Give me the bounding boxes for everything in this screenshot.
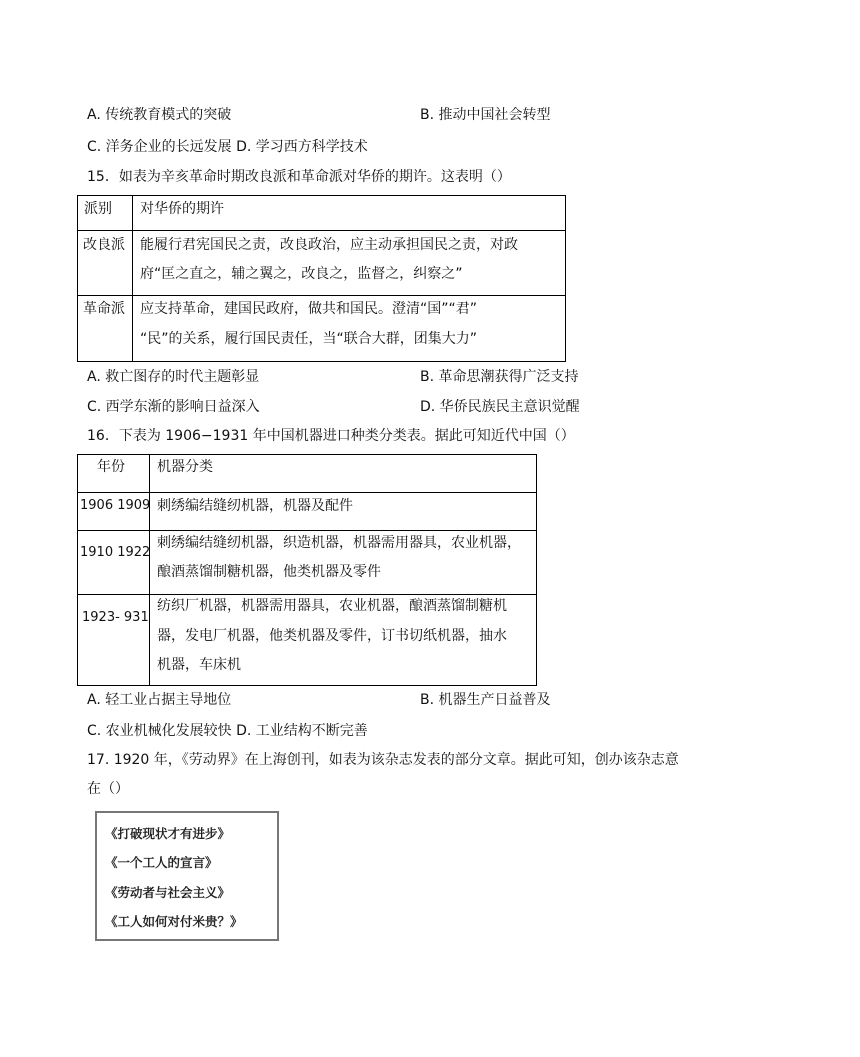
q16-row-text: 酿酒蒸馏制糖机器，他类机器及零件 [157, 564, 381, 580]
q14-option-b[interactable]: B. 推动中国社会转型 [420, 107, 551, 123]
q15-row-text: 府“匡之直之，辅之翼之，改良之，监督之，纠察之” [140, 266, 463, 282]
q16-row-text: 刺绣编结缝纫机器，机器及配件 [157, 498, 353, 514]
q16-row-text: 刺绣编结缝纫机器，织造机器，机器需用器具，农业机器， [157, 535, 521, 551]
q16-row-year: 1906 1909 [80, 498, 151, 513]
q15-row-group: 革命派 [83, 301, 125, 317]
q15-option-c[interactable]: C. 西学东渐的影响日益深入 [87, 399, 260, 415]
q15-option-b[interactable]: B. 革命思潮获得广泛支持 [420, 369, 579, 385]
q16-stem: 16．下表为 1906−1931 年中国机器进口种类分类表。据此可知近代中国（） [87, 428, 575, 444]
q17-article: 《劳动者与社会主义》 [105, 885, 231, 900]
q15-row-text: “民”的关系，履行国民责任，当“联合大群，团集大力” [140, 331, 478, 347]
q17-article: 《一个工人的宣言》 [105, 855, 218, 870]
q16-option-cd[interactable]: C. 农业机械化发展较快 D. 工业结构不断完善 [87, 723, 368, 739]
q15-row-text: 能履行君宪国民之责，改良政治，应主动承担国民之责，对政 [140, 237, 518, 253]
q15-row-text: 应支持革命，建国民政府，做共和国民。澄清“国”“君” [140, 301, 478, 317]
q16-header-year: 年份 [97, 459, 125, 475]
q16-row-text: 纺织厂机器，机器需用器具，农业机器，酿酒蒸馏制糖机 [157, 598, 507, 614]
q17-article: 《打破现状才有进步》 [105, 826, 231, 841]
q16-option-b[interactable]: B. 机器生产日益普及 [420, 692, 551, 708]
q15-option-a[interactable]: A. 救亡图存的时代主题彰显 [87, 369, 260, 385]
q16-row-text: 器，发电厂机器，他类机器及零件，订书切纸机器，抽水 [157, 628, 507, 644]
q16-header-category: 机器分类 [157, 459, 213, 475]
q14-option-cd[interactable]: C. 洋务企业的长远发展 D. 学习西方科学技术 [87, 139, 368, 155]
q15-row-group: 改良派 [83, 237, 125, 253]
q17-stem-cont: 在（） [87, 781, 129, 797]
q16-row-year: 1923- 931 [82, 610, 149, 625]
q16-table [77, 454, 537, 686]
q14-option-a[interactable]: A. 传统教育模式的突破 [87, 107, 232, 123]
q17-article: 《工人如何对付米贵？》 [105, 914, 243, 929]
q15-stem: 15．如表为辛亥革命时期改良派和革命派对华侨的期许。这表明（） [87, 169, 511, 185]
q17-stem: 17. 1920 年，《劳动界》在上海创刊，如表为该杂志发表的部分文章。据此可知，创办该杂志意 [87, 752, 679, 768]
q16-row-year: 1910 1922 [80, 545, 151, 560]
q17-articles-box [95, 811, 279, 941]
q15-header-group: 派别 [84, 201, 112, 217]
q15-option-d[interactable]: D. 华侨民族民主意识觉醒 [420, 399, 580, 415]
q16-row-text: 机器，车床机 [157, 657, 241, 673]
q16-option-a[interactable]: A. 轻工业占据主导地位 [87, 692, 232, 708]
q15-header-expect: 对华侨的期许 [140, 201, 224, 217]
q15-table [77, 195, 566, 362]
